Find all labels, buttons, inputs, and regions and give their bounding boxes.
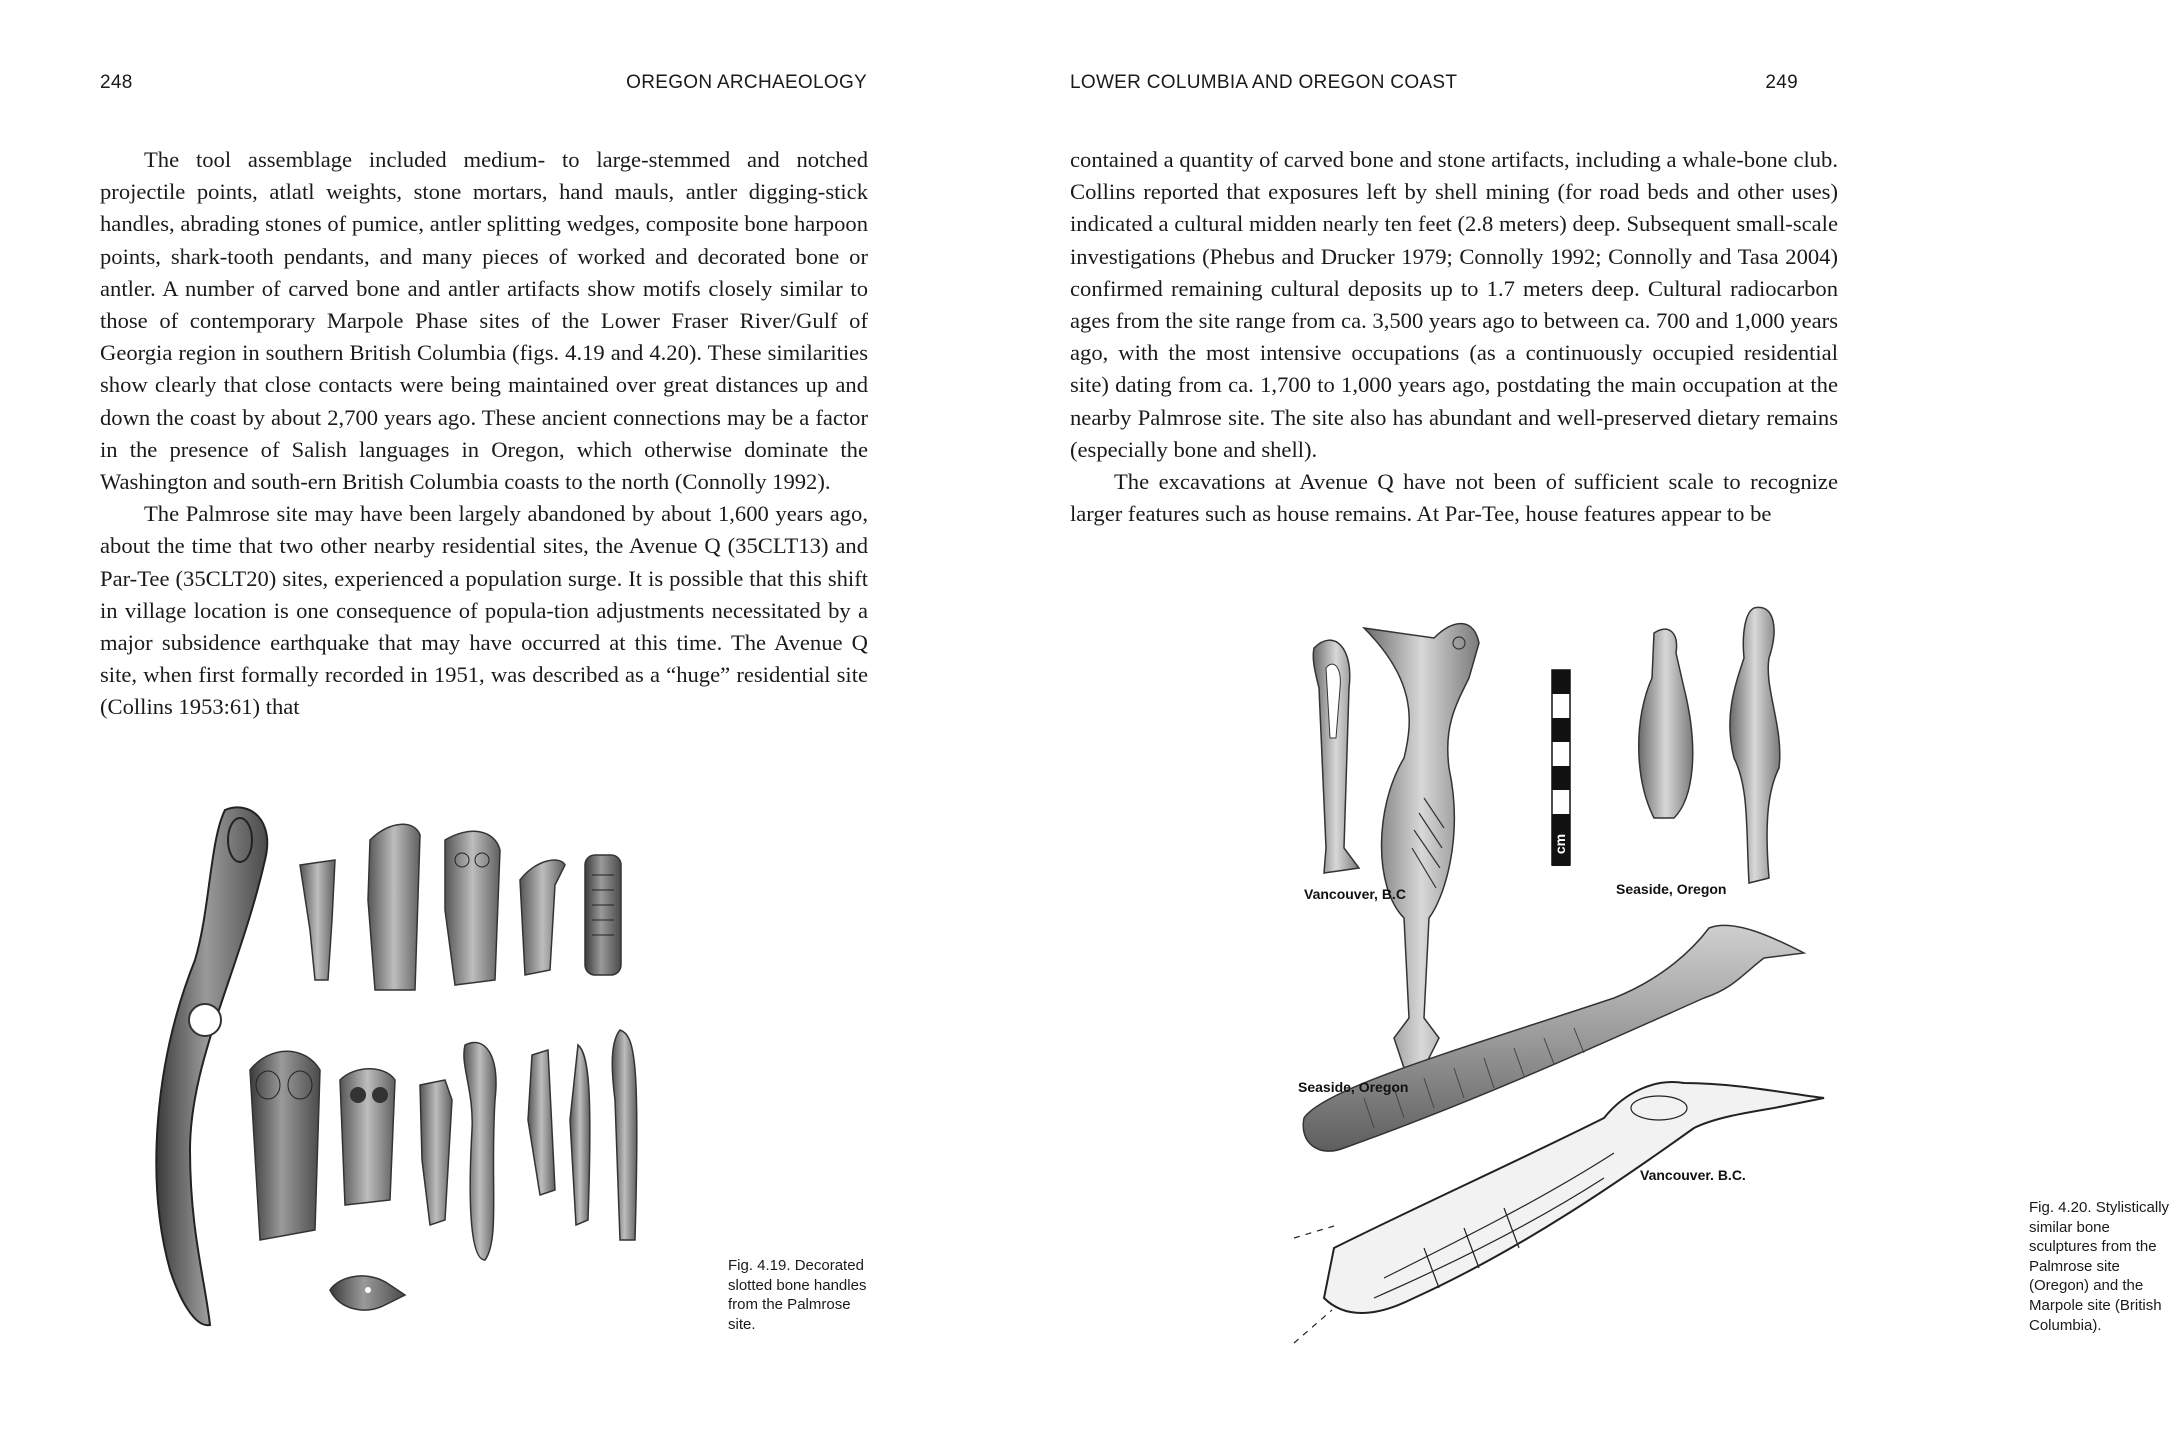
body-text-right: [1070, 144, 1838, 530]
figure-4-20-image: [1264, 598, 1842, 1350]
page-number-left: 248: [100, 72, 133, 93]
label-seaside-top: Seaside, Oregon: [1616, 881, 1727, 897]
label-vancouver-bottom: Vancouver. B.C.: [1640, 1167, 1746, 1183]
left-page: [0, 0, 960, 1440]
running-head-left: OREGON ARCHAEOLOGY: [626, 72, 867, 93]
label-seaside-bottom: Seaside, Oregon: [1298, 1079, 1409, 1095]
figure-4-19-caption: Fig. 4.19. Decorated slotted bone handles from the Palmrose site.: [728, 1257, 867, 1333]
label-vancouver-top: Vancouver, B.C: [1304, 886, 1406, 902]
body-text-left: [100, 144, 868, 724]
paragraph: The Palmrose site may have been largely abandoned by about 1,600 years ago, about the time that two other nearby residential sites, the Avenue Q (35CLT13) and Par-Tee (35CLT20) sites, experienced a population surge. It is possible that this shift in village location is one consequence of popula-tion adjustments necessitated by a major subsidence earthquake that may have occurred at this time. The Avenue Q site, when first formally recorded in 1951, was described as a “huge” residential site (Collins 1953:61) that: [100, 501, 868, 720]
paragraph: The tool assemblage included medium- to large-stemmed and notched projectile points, atlatl weights, stone mortars, hand mauls, antler digging-stick handles, abrading stones of pumice, antler splitting wedges, composite bone harpoon points, shark-tooth pendants, and many pieces of worked and decorated bone or antler. A number of carved bone and antler artifacts show motifs closely similar to those of contemporary Marpole Phase sites of the Lower Fraser River/Gulf of Georgia region in southern British Columbia (figs. 4.19 and 4.20). These similarities show clearly that close contacts were being maintained over great distances up and down the coast by about 2,700 years ago. These ancient connections may be a factor in the presence of Salish languages in Oregon, which otherwise dominate the Washington and south-ern British Columbia coasts to the north (Connolly 1992).: [100, 147, 868, 495]
page-number-right: 249: [1765, 72, 1798, 93]
paragraph: The excavations at Avenue Q have not been of sufficient scale to recognize larger features such as house remains. At Par-Tee, house features appear to be: [1070, 469, 1838, 527]
running-head-right: LOWER COLUMBIA AND OREGON COAST: [1070, 72, 1458, 93]
figure-4-20-caption: Fig. 4.20. Stylistically similar bone sculptures from the Palmrose site (Oregon) and the Marpole site (British Columbia).: [2029, 1199, 2170, 1334]
paragraph: contained a quantity of carved bone and stone artifacts, including a whale-bone club. Collins reported that exposures left by shell mining (for road beds and other uses) indicated a cultural midden nearly ten feet (2.8 meters) deep. Subsequent small-scale investigations (Phebus and Drucker 1979; Connolly 1992; Connolly and Tasa 2004) confirmed remaining cultural deposits up to 1.7 meters deep. Cultural radiocarbon ages from the site range from ca. 3,500 years ago to between ca. 700 and 1,000 years ago, with the most intensive occupations (as a continuously occupied residential site) dating from ca. 1,700 to 1,000 years ago, postdating the main occupation at the nearby Palmrose site. The site also has abundant and well-preserved dietary remains (especially bone and shell).: [1070, 147, 1838, 462]
scale-label: cm: [1552, 833, 1568, 855]
figure-4-19-image: [100, 800, 700, 1340]
